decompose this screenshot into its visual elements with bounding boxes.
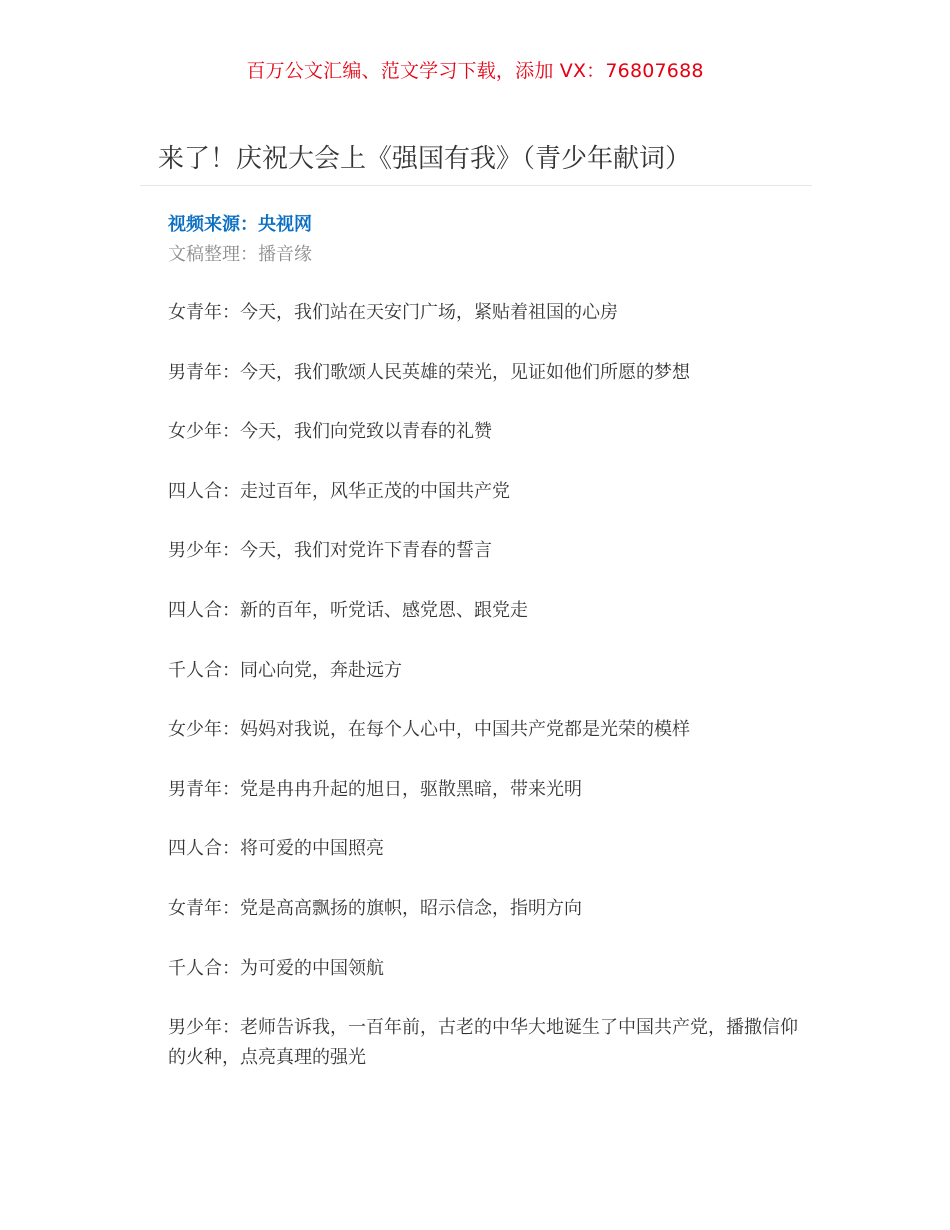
editor-credit: 文稿整理：播音缘 (168, 244, 312, 265)
dialogue-line: 女青年：今天，我们站在天安门广场，紧贴着祖国的心房 (168, 302, 618, 323)
dialogue-line: 男青年：今天，我们歌颂人民英雄的荣光，见证如他们所愿的梦想 (168, 361, 690, 383)
title-divider (140, 185, 812, 186)
dialogue-line: 千人合：为可爱的中国领航 (168, 957, 384, 979)
dialogue-line: 女少年：今天，我们向党致以青春的礼赞 (168, 421, 492, 443)
dialogue-line: 四人合：将可爱的中国照亮 (168, 838, 384, 860)
article-body (168, 298, 798, 1103)
dialogue-line: 女少年：妈妈对我说，在每个人心中，中国共产党都是光荣的模样 (168, 719, 690, 741)
dialogue-line: 男少年：老师告诉我，一百年前，古老的中华大地诞生了中国共产党，播撒信仰的火种，点亮真理的强光 (168, 1017, 798, 1069)
dialogue-line: 男少年：今天，我们对党许下青春的誓言 (168, 540, 492, 562)
article-title: 来了！庆祝大会上《强国有我》（青少年献词） (158, 144, 692, 174)
dialogue-line: 四人合：走过百年，风华正茂的中国共产党 (168, 480, 510, 502)
video-source: 视频来源：央视网 (168, 214, 312, 235)
dialogue-line: 女青年：党是高高飘扬的旗帜，昭示信念，指明方向 (168, 897, 582, 919)
dialogue-line: 男青年：党是冉冉升起的旭日，驱散黑暗，带来光明 (168, 778, 582, 800)
promo-banner: 百万公文汇编、范文学习下载，添加 VX：76807688 (246, 60, 704, 82)
dialogue-line: 四人合：新的百年，听党话、感党恩、跟党走 (168, 599, 528, 621)
dialogue-line: 千人合：同心向党，奔赴远方 (168, 659, 402, 681)
